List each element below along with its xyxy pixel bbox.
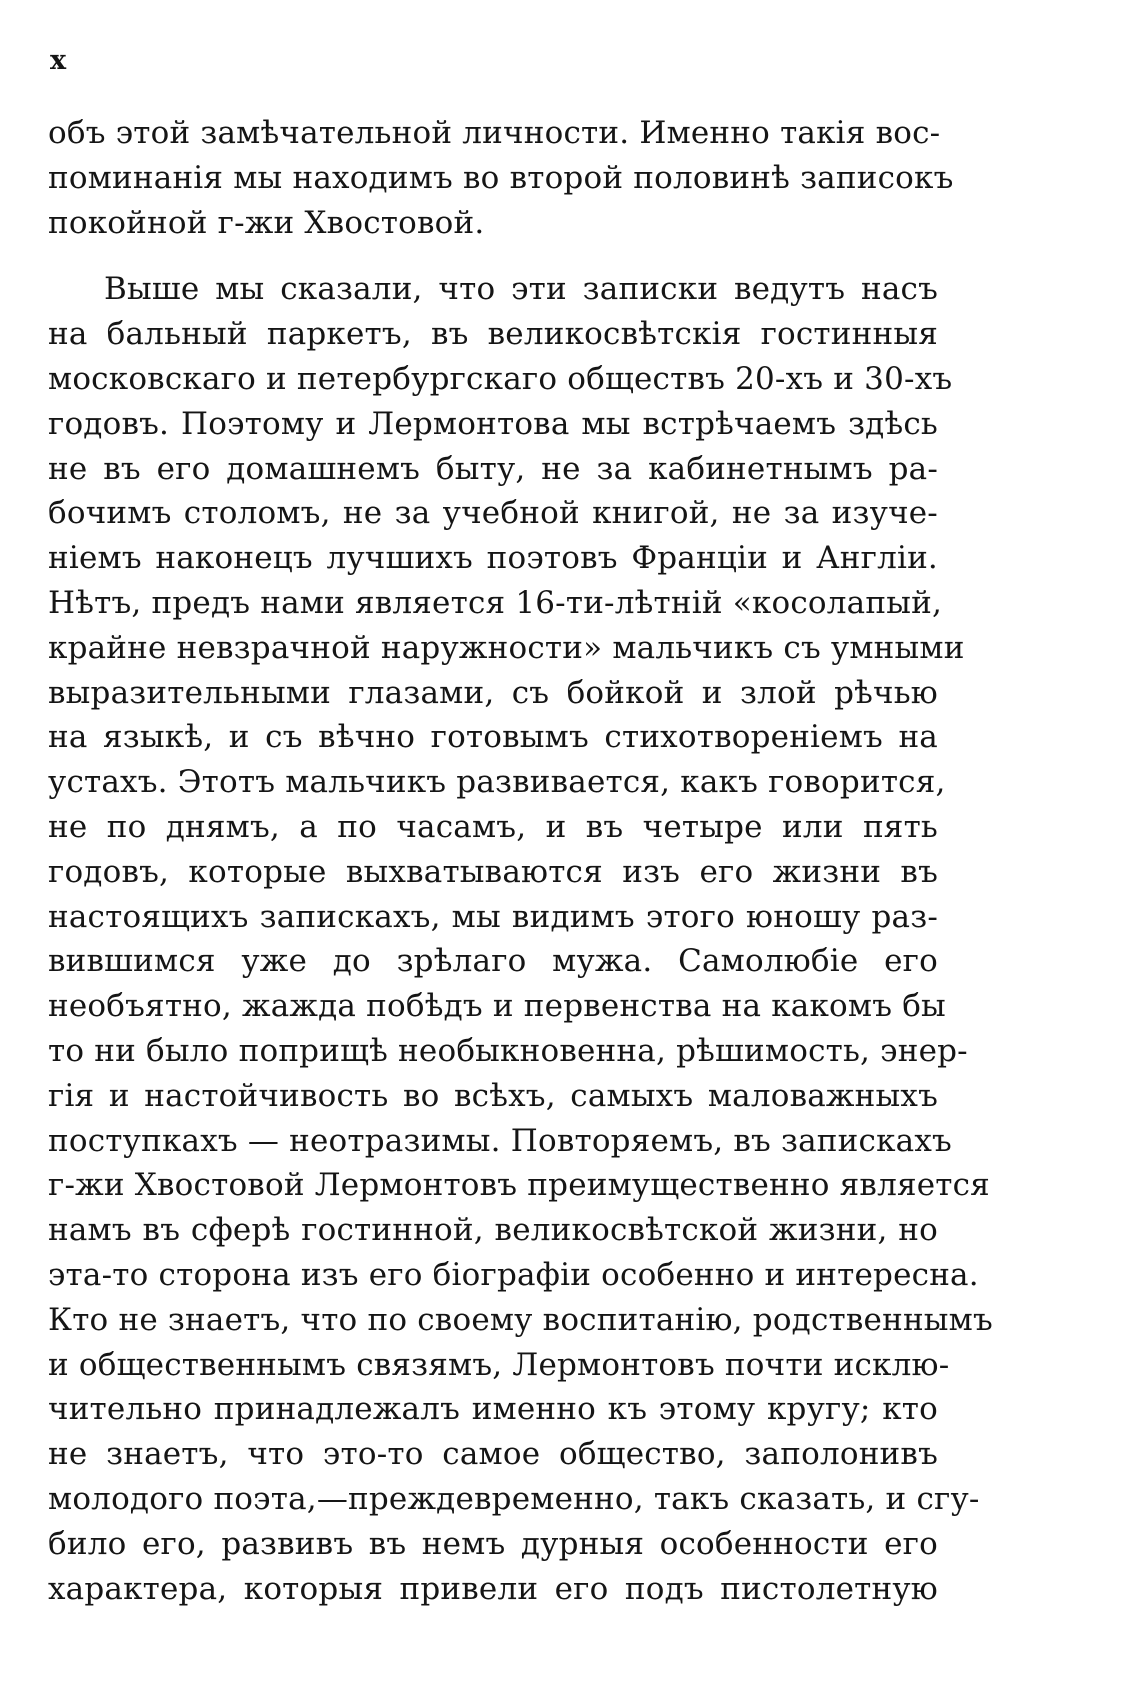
text-line: бочимъ столомъ, не за учебной книгой, не за изуче- — [48, 495, 938, 532]
text-line: то ни было поприщѣ необыкновенна, рѣшимость, энер- — [48, 1032, 968, 1069]
text-line: крайне невзрачной наружности» мальчикъ съ умными — [48, 629, 965, 666]
text-line: поминанія мы находимъ во второй половинѣ записокъ — [48, 159, 954, 196]
text-line: намъ въ сферѣ гостинной, великосвѣтской жизни, но — [48, 1212, 938, 1249]
page-number: x — [50, 45, 68, 76]
text-line: не знаетъ, что это-то самое общество, заполонивъ — [48, 1436, 938, 1473]
text-line: необъятно, жажда побѣдъ и первенства на какомъ бы — [48, 988, 946, 1025]
text-line: покойной г-жи Хвостовой. — [48, 204, 485, 241]
text-line: годовъ. Поэтому и Лермонтова мы встрѣчаемъ здѣсь — [48, 405, 938, 442]
text-line: чительно принадлежалъ именно къ этому кругу; кто — [48, 1391, 938, 1428]
text-line: годовъ, которые выхватываются изъ его жизни въ — [48, 853, 938, 890]
paragraph-1 — [48, 111, 954, 245]
text-line: эта-то сторона изъ его біографіи особенно и интересна. — [48, 1256, 979, 1293]
body-text — [48, 111, 993, 1611]
text-line: и общественнымъ связямъ, Лермонтовъ почти исклю- — [48, 1346, 950, 1383]
text-line: поступкахъ — неотразимы. Повторяемъ, въ запискахъ — [48, 1122, 952, 1159]
text-line: Выше мы сказали, что эти записки ведутъ насъ — [104, 271, 938, 308]
paragraph-2 — [48, 267, 993, 1611]
text-line: ніемъ наконецъ лучшихъ поэтовъ Франціи и Англіи. — [48, 540, 938, 577]
text-line: выразительными глазами, съ бойкой и злой рѣчью — [48, 674, 938, 711]
text-line: настоящихъ запискахъ, мы видимъ этого юношу раз- — [48, 898, 938, 935]
text-line: не въ его домашнемъ быту, не за кабинетнымъ ра- — [48, 450, 938, 487]
text-line: Кто не знаетъ, что по своему воспитанію, родственнымъ — [48, 1301, 993, 1338]
text-line: г-жи Хвостовой Лермонтовъ преимущественно является — [48, 1167, 990, 1204]
text-line: било его, развивъ въ немъ дурныя особенности его — [48, 1525, 938, 1562]
text-line: не по днямъ, а по часамъ, и въ четыре или пять — [48, 808, 938, 845]
paragraph-gap — [48, 245, 938, 267]
text-line: устахъ. Этотъ мальчикъ развивается, какъ говорится, — [48, 764, 946, 801]
text-line: молодого поэта,—преждевременно, такъ сказать, и сгу- — [48, 1480, 980, 1517]
text-line: гія и настойчивость во всѣхъ, самыхъ маловажныхъ — [48, 1077, 938, 1114]
text-line: на бальный паркетъ, въ великосвѣтскія гостинныя — [48, 316, 938, 353]
text-line: на языкѣ, и съ вѣчно готовымъ стихотвореніемъ на — [48, 719, 938, 756]
text-line: вившимся уже до зрѣлаго мужа. Самолюбіе его — [48, 943, 938, 980]
text-line: московскаго и петербургскаго обществъ 20-хъ и 30-хъ — [48, 360, 953, 397]
text-line: Нѣтъ, предъ нами является 16-ти-лѣтній «косолапый, — [48, 584, 943, 621]
text-line: объ этой замѣчательной личности. Именно такія вос- — [48, 115, 941, 151]
text-line: характера, которыя привели его подъ пистолетную — [48, 1570, 938, 1607]
